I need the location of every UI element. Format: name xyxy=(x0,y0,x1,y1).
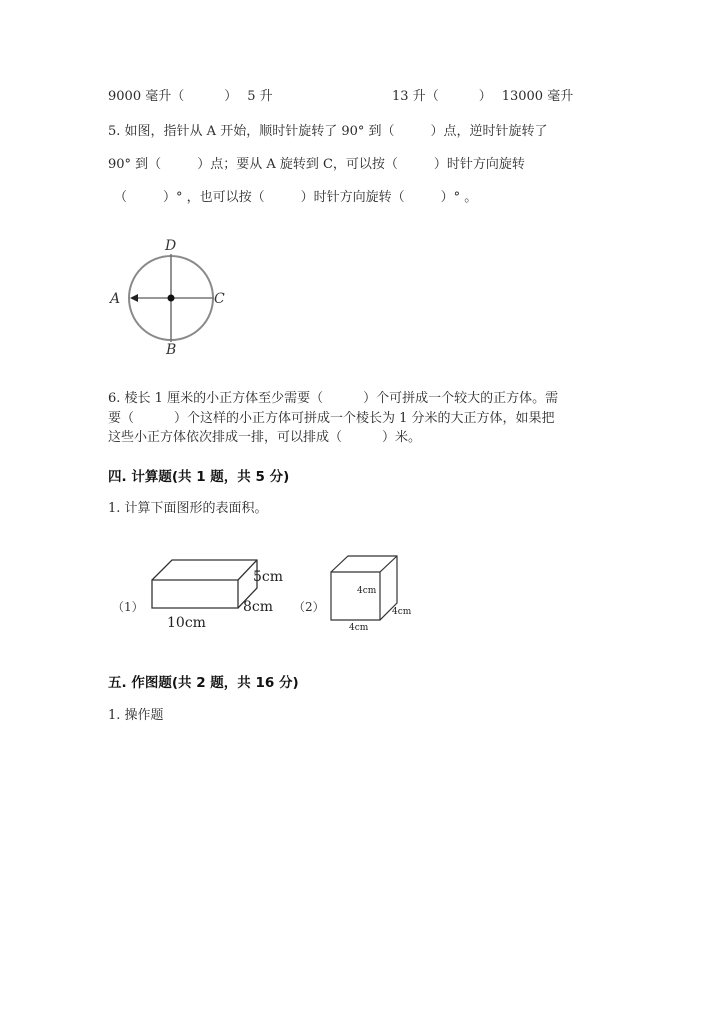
conversion-right-compare: 13000 毫升 xyxy=(501,89,574,104)
label-b: B xyxy=(166,342,177,357)
q5-line-2 xyxy=(108,157,525,173)
height-label: 5cm xyxy=(253,569,284,585)
conversion-row-left xyxy=(108,89,273,105)
length-label: 10cm xyxy=(167,615,206,631)
q5-text: 5. 如图，指针从 A 开始，顺时针旋转了 90° 到（ xyxy=(108,124,395,139)
conversion-row-right xyxy=(392,89,573,105)
q6-text: ）米。 xyxy=(382,430,422,445)
q5-text: ）点，逆时针旋转了 xyxy=(430,124,548,139)
blank-close: ） xyxy=(478,89,492,104)
cuboid-figure xyxy=(112,552,292,632)
cube-height-label: 4cm xyxy=(357,586,377,596)
figure-2-label: （2） xyxy=(293,600,325,614)
conversion-left-value: 9000 毫升 xyxy=(108,89,172,104)
q5-line-1 xyxy=(108,124,548,140)
q6-line-2 xyxy=(108,411,555,427)
section-4-q1: 1. 计算下面图形的表面积。 xyxy=(108,501,268,516)
q5-text: （ xyxy=(114,190,128,205)
blank-close: ） xyxy=(224,89,238,104)
section-4-title: 四. 计算题(共 1 题，共 5 分) xyxy=(108,469,290,485)
blank-open: （ xyxy=(425,89,439,104)
width-label: 8cm xyxy=(243,599,274,615)
center-dot xyxy=(168,295,175,302)
blank-open: （ xyxy=(171,89,185,104)
q6-line-1 xyxy=(108,391,558,407)
figure-1-label: （1） xyxy=(112,600,144,614)
q5-text: ）° ，也可以按（ xyxy=(163,190,265,205)
q6-text: 要（ xyxy=(108,411,135,426)
section-5-q1: 1. 操作题 xyxy=(108,708,164,723)
q6-line-3 xyxy=(108,430,421,446)
cube-depth-label: 4cm xyxy=(392,607,412,617)
q5-text: ）时针方向旋转 xyxy=(433,157,525,172)
section-5-title: 五. 作图题(共 2 题，共 16 分) xyxy=(108,675,299,691)
label-d: D xyxy=(165,238,177,254)
cube-figure xyxy=(293,548,423,633)
q5-text: ）点；要从 A 旋转到 C，可以按（ xyxy=(197,157,398,172)
q6-text: 这些小正方体依次排成一排，可以排成（ xyxy=(108,430,343,445)
q5-text: ）时针方向旋转（ xyxy=(300,190,405,205)
clock-dial-figure xyxy=(104,232,234,357)
label-c: C xyxy=(214,291,225,307)
arrow-head-icon xyxy=(130,294,138,302)
q6-text: ）个这样的小正方体可拼成一个棱长为 1 分米的大正方体，如果把 xyxy=(174,411,555,426)
q6-text: 6. 棱长 1 厘米的小正方体至少需要（ xyxy=(108,391,324,406)
label-a: A xyxy=(110,291,121,307)
q5-line-3 xyxy=(114,190,477,206)
conversion-right-value: 13 升 xyxy=(392,89,426,104)
q5-text: ）° 。 xyxy=(440,190,478,205)
q6-text: ）个可拼成一个较大的正方体。需 xyxy=(363,391,559,406)
conversion-left-compare: 5 升 xyxy=(247,89,273,104)
cube-length-label: 4cm xyxy=(349,623,369,633)
q5-text: 90° 到（ xyxy=(108,157,162,172)
